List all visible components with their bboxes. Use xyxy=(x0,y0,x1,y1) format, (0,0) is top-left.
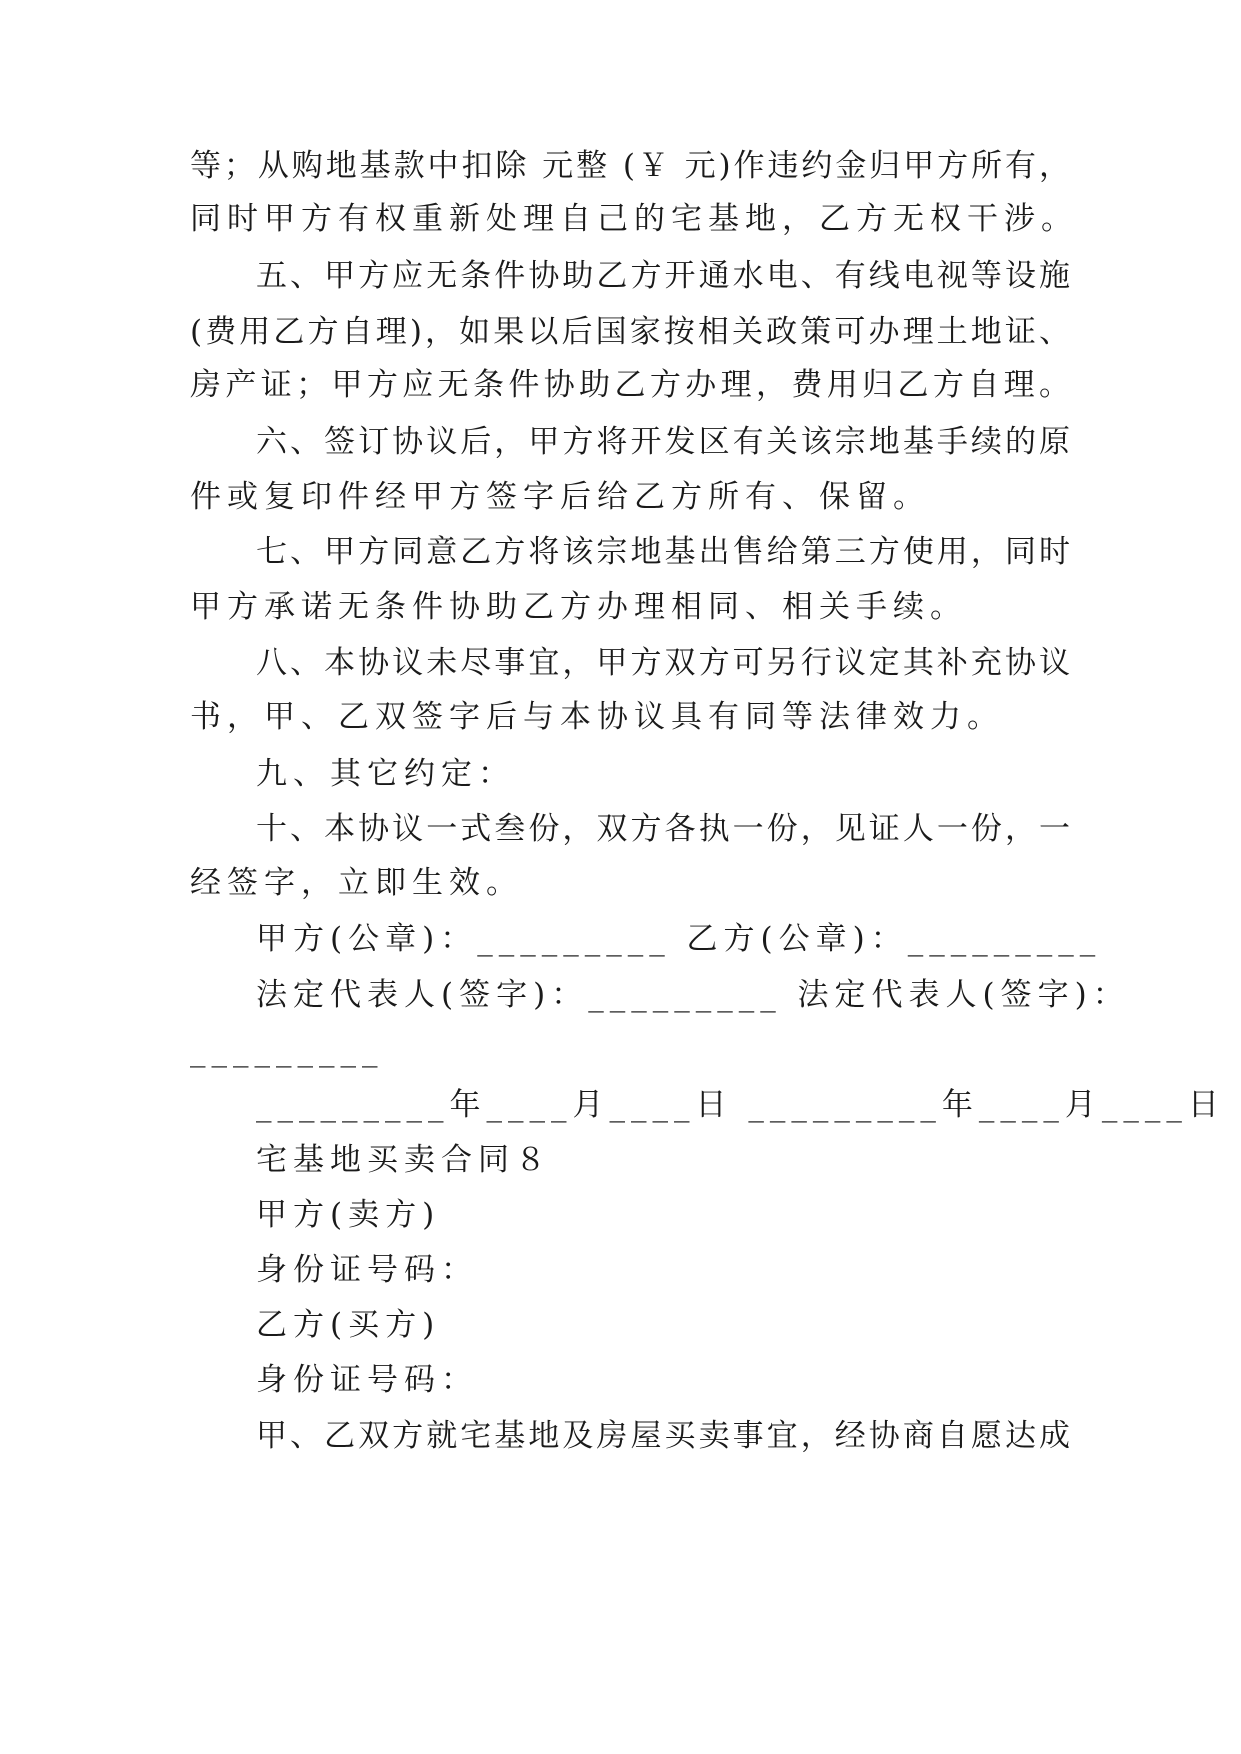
signature-line-blank: _________ xyxy=(190,1032,384,1068)
text-line: 乙方(买方) xyxy=(256,1307,441,1343)
text-line: 甲方(卖方) xyxy=(256,1197,441,1233)
signature-line-seal: 甲方(公章)：_________ 乙方(公章)：_________ xyxy=(256,921,1102,957)
signature-line-representative: 法定代表人(签字)：_________ 法定代表人(签字)： xyxy=(256,977,1130,1013)
text-line: 八、本协议未尽事宜，甲方双方可另行议定其补充协议 xyxy=(256,645,1070,681)
text-line: 甲、乙双方就宅基地及房屋买卖事宜，经协商自愿达成 xyxy=(256,1418,1070,1454)
text-line: 七、甲方同意乙方将该宗地基出售给第三方使用，同时 xyxy=(256,534,1070,570)
text-line: 书，甲、乙双签字后与本协议具有同等法律效力。 xyxy=(190,699,1004,735)
text-line: 五、甲方应无条件协助乙方开通水电、有线电视等设施 xyxy=(256,258,1070,294)
text-line: (费用乙方自理)，如果以后国家按相关政策可办理土地证、 xyxy=(190,314,1070,350)
text-line: 件或复印件经甲方签字后给乙方所有、保留。 xyxy=(190,479,930,515)
text-line: 十、本协议一式叁份，双方各执一份，见证人一份，一 xyxy=(256,811,1070,847)
text-line: 经签字，立即生效。 xyxy=(190,865,523,901)
text-line: 九、其它约定： xyxy=(256,756,515,792)
text-line: 身份证号码： xyxy=(256,1252,478,1288)
section-title: 宅基地买卖合同８ xyxy=(256,1142,552,1178)
text-line: 甲方承诺无条件协助乙方办理相同、相关手续。 xyxy=(190,589,967,625)
date-line: _________年____月____日 _________年____月____日 xyxy=(256,1087,1225,1123)
text-line: 等；从购地基款中扣除 元整 (￥ 元)作违约金归甲方所有， xyxy=(190,148,1070,184)
text-line: 身份证号码： xyxy=(256,1362,478,1398)
text-line: 同时甲方有权重新处理自己的宅基地，乙方无权干涉。 xyxy=(190,201,1078,237)
text-line: 房产证；甲方应无条件协助乙方办理，费用归乙方自理。 xyxy=(190,367,1070,403)
text-line: 六、签订协议后，甲方将开发区有关该宗地基手续的原 xyxy=(256,424,1070,460)
